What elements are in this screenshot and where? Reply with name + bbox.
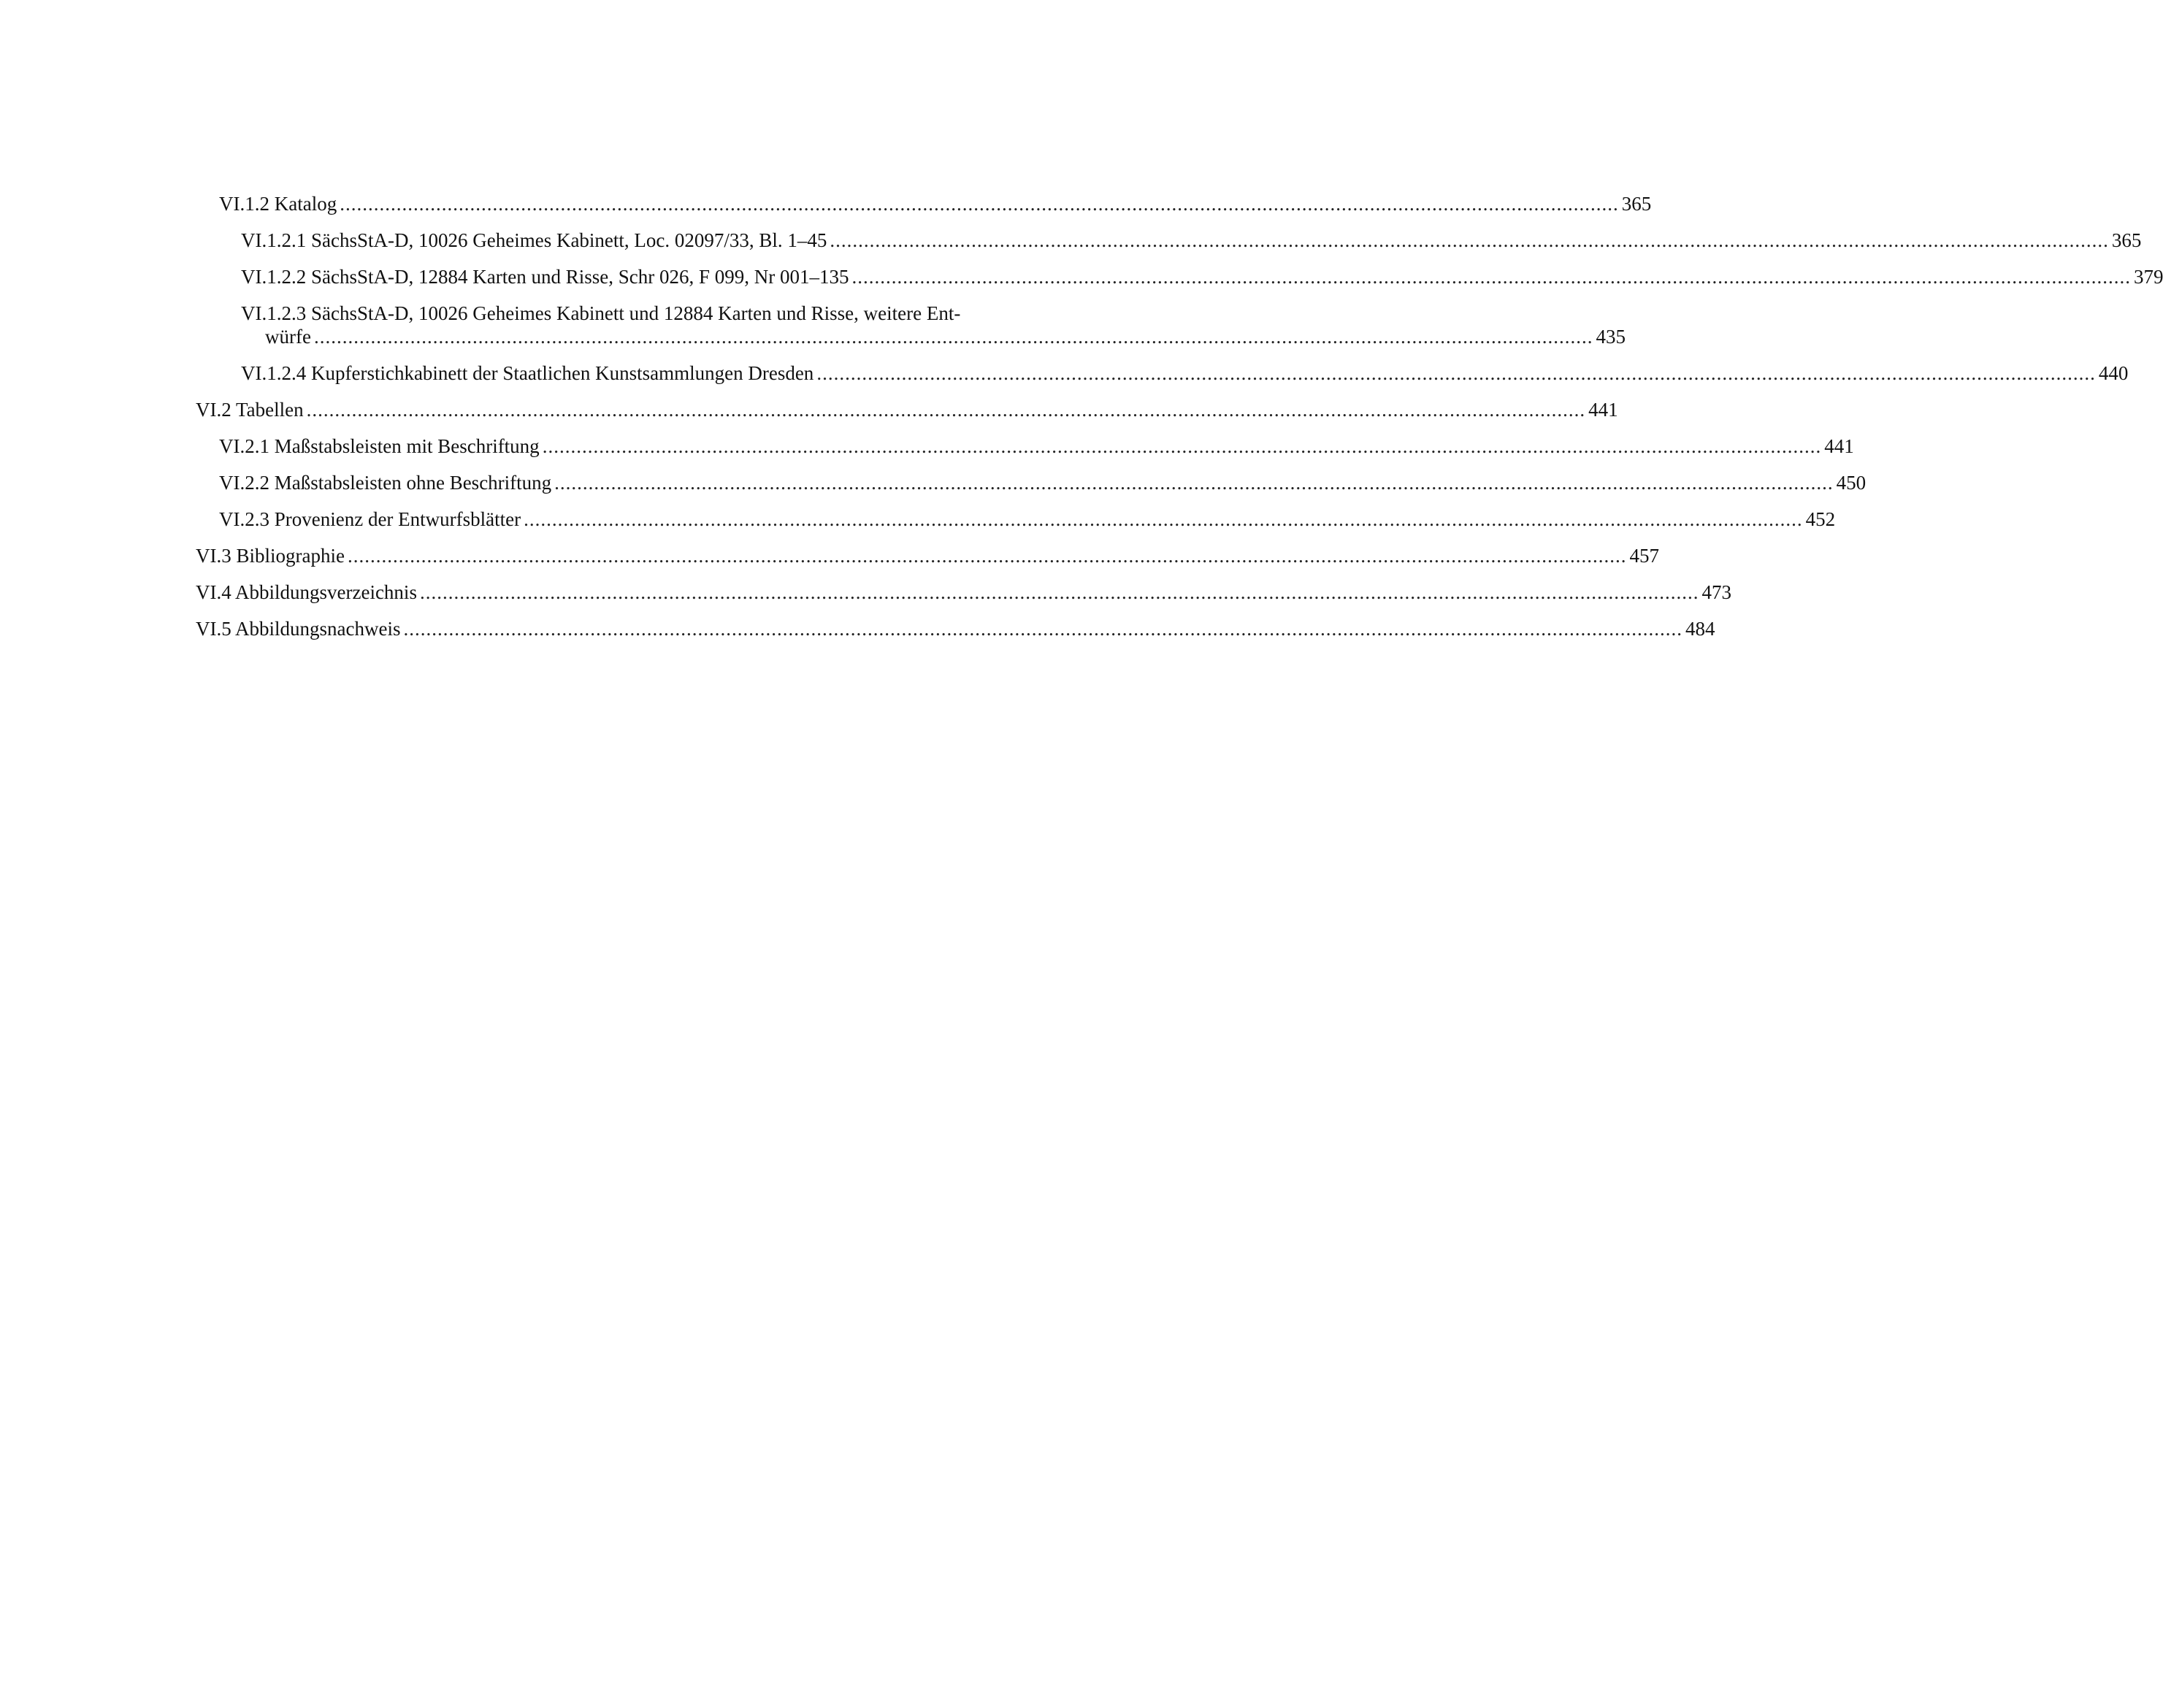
dot-leader: ..................................................................................................................................................................................................................................: [347, 545, 1627, 567]
toc-entry: [196, 266, 2163, 288]
dot-leader: ..................................................................................................................................................................................................................................: [403, 618, 1682, 640]
toc-entry-title: VI.1.2 Katalog: [219, 193, 337, 215]
toc-entry: [196, 302, 1626, 348]
dot-leader: ..................................................................................................................................................................................................................................: [851, 266, 2131, 288]
dot-leader: ..................................................................................................................................................................................................................................: [419, 581, 1699, 603]
toc-entry: [196, 193, 1652, 215]
toc-entry-page: 441: [1824, 435, 1854, 457]
toc-entry-page: 440: [2098, 362, 2129, 384]
table-of-contents: [196, 193, 2163, 654]
dot-leader: ..................................................................................................................................................................................................................................: [313, 326, 1593, 348]
dot-leader: ..................................................................................................................................................................................................................................: [524, 508, 1803, 530]
toc-entry-title: VI.5 Abbildungsnachweis: [196, 618, 401, 640]
toc-entry-page: 452: [1805, 508, 1836, 530]
toc-entry: [196, 229, 2142, 251]
toc-entry-page: 365: [1621, 193, 1652, 215]
dot-leader: ..................................................................................................................................................................................................................................: [816, 362, 2096, 384]
dot-leader: ..................................................................................................................................................................................................................................: [554, 472, 1834, 494]
toc-entry-title-continuation: würfe: [265, 326, 311, 348]
toc-entry-title: VI.2 Tabellen: [196, 399, 304, 421]
toc-entry-title: VI.1.2.3 SächsStA-D, 10026 Geheimes Kabinett und 12884 Karten und Risse, weitere Ent-: [241, 302, 961, 324]
dot-leader: ..................................................................................................................................................................................................................................: [830, 229, 2109, 251]
toc-entry-title: VI.2.1 Maßstabsleisten mit Beschriftung: [219, 435, 540, 457]
toc-entry-page: 484: [1685, 618, 1715, 640]
toc-entry-title: VI.2.3 Provenienz der Entwurfsblätter: [219, 508, 521, 530]
toc-entry: [196, 581, 1731, 603]
toc-entry-page: 379: [2133, 266, 2163, 288]
dot-leader: ..................................................................................................................................................................................................................................: [542, 435, 1822, 457]
toc-entry-page: 457: [1629, 545, 1659, 567]
toc-entry-title: VI.1.2.4 Kupferstichkabinett der Staatlichen Kunstsammlungen Dresden: [241, 362, 814, 384]
toc-entry-title: VI.4 Abbildungsverzeichnis: [196, 581, 417, 603]
dot-leader: ..................................................................................................................................................................................................................................: [340, 193, 1619, 215]
toc-entry-page: 365: [2111, 229, 2142, 251]
toc-entry: [196, 435, 1854, 457]
toc-entry: [196, 545, 1659, 567]
toc-entry-page: 435: [1596, 326, 1626, 348]
toc-entry: [196, 399, 1618, 421]
dot-leader: ..................................................................................................................................................................................................................................: [306, 399, 1586, 421]
toc-entry-title: VI.1.2.2 SächsStA-D, 12884 Karten und Risse, Schr 026, F 099, Nr 001–135: [241, 266, 849, 288]
toc-entry-title: VI.3 Bibliographie: [196, 545, 345, 567]
toc-entry-title: VI.2.2 Maßstabsleisten ohne Beschriftung: [219, 472, 552, 494]
toc-entry: [196, 508, 1836, 530]
toc-entry-title: VI.1.2.1 SächsStA-D, 10026 Geheimes Kabinett, Loc. 02097/33, Bl. 1–45: [241, 229, 827, 251]
toc-entry: [196, 362, 2129, 384]
toc-entry: [196, 472, 1867, 494]
toc-entry-page: 450: [1836, 472, 1867, 494]
toc-entry-page: 441: [1588, 399, 1618, 421]
toc-entry: [196, 618, 1715, 640]
toc-entry-page: 473: [1701, 581, 1731, 603]
